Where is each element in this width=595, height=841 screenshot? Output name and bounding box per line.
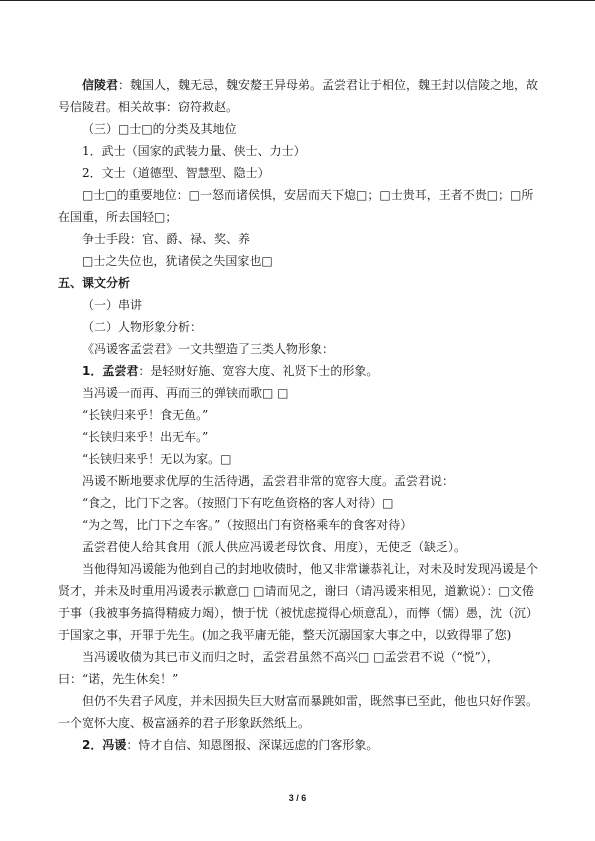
text: ：魏国人，魏无忌，魏安嫠王异母弟。孟尝君让于相位，魏王封以信陵之地，故号信陵君。相关故事：窃符救赵。 [58, 78, 539, 114]
paragraph-buying-righteousness: 当冯谖收债为其已市义而归之时，孟尝君虽然不高兴□ □孟尝君不说（“悦”），曰：“诺，先生休矣！” [58, 650, 499, 686]
term-xinlingjun: 信陵君 [82, 78, 119, 92]
term-mengchangjun: 1．孟尝君 [82, 364, 139, 378]
paragraph-song: 当冯谖一而再、再而三的弹铗而歌□ □ [82, 386, 289, 400]
paragraph-debt-collection: 当他得知冯谖能为他到自己的封地收债时，他又非常谦恭礼让，对未及时发现冯谖是个贤才，并未及时重用冯谖表示歉意□ □请而见之，谢曰（请冯谖来相见，道歉说）：□文倦于事（我被事务搞得精疲力竭），愦于忧（被忧虑搅得心烦意乱），而懧（懦）愚，沈（沉）于国家之事，开罪于先生。(加之我平庸无能，整天沉溺国家大事之中，以致得罪了您) [58, 562, 539, 642]
section-heading-analysis: 五、课文分析 [58, 276, 131, 290]
paragraph-mengchangjun [58, 360, 540, 382]
list-item-wushi: 1．武士（国家的武装力量、侠士、力士） [82, 144, 306, 158]
list-item-wenshi: 2．文士（道德型、智慧型、隐士） [82, 166, 270, 180]
paragraph-gentleman: 但仍不失君子风度，并未因损失巨大财富而暴跳如雷，既然事已至此，他也只好作罢。一个宽怀大度、极富涵养的君子形象跃然纸上。 [58, 694, 539, 730]
text: ：是轻财好施、宽容大度、礼贤下士的形象。 [138, 364, 379, 378]
paragraph-supply: 孟尝君使人给其食用（派人供应冯谖老母饮食、用度），无使乏（缺乏）。 [82, 540, 467, 554]
top-rule [0, 0, 595, 1]
page-number: 3 / 6 [288, 793, 307, 803]
quote-4: “食之，比门下之客。（按照门下有吃鱼资格的客人对待）□ [82, 496, 394, 510]
paragraph-means: 争士手段：官、爵、禄、奖、养 [82, 232, 251, 246]
paragraph-intro: 《冯谖客孟尝君》一文共塑造了三类人物形象： [82, 342, 335, 356]
subheading-shi-classification: （三）□士□的分类及其地位 [82, 122, 237, 136]
quote-3: “长铗归来乎！无以为家。□ [82, 452, 232, 466]
paragraph-xinlingjun [58, 74, 540, 118]
paragraph-quote: □士之失位也，犹诸侯之失国家也□ [82, 254, 273, 268]
quote-5: “为之驾，比门下之车客。”（按照出门有资格乘车的食客对待） [82, 518, 413, 532]
quote-2: “长铗归来乎！出无车。” [82, 430, 209, 444]
subheading-character-analysis: （二）人物形象分析： [82, 320, 203, 334]
paragraph-demands: 冯谖不断地要求优厚的生活待遇，孟尝君非常的宽容大度。孟尝君说： [82, 474, 455, 488]
quote-1: “长铗归来乎！食无鱼。” [82, 408, 209, 422]
page-body [58, 74, 540, 756]
term-fengxuan: 2．冯谖 [82, 738, 127, 752]
paragraph-shi-status: □士□的重要地位：□一怒而诸侯惧，安居而天下熄□；□士贵耳，王者不贵□；□所在国重，所去国轻□； [58, 188, 534, 224]
text: ：恃才自信、知恩图报、深谋远虑的门客形象。 [126, 738, 379, 752]
subheading-chuanjiang: （一）串讲 [82, 298, 143, 312]
paragraph-fengxuan [58, 734, 540, 756]
